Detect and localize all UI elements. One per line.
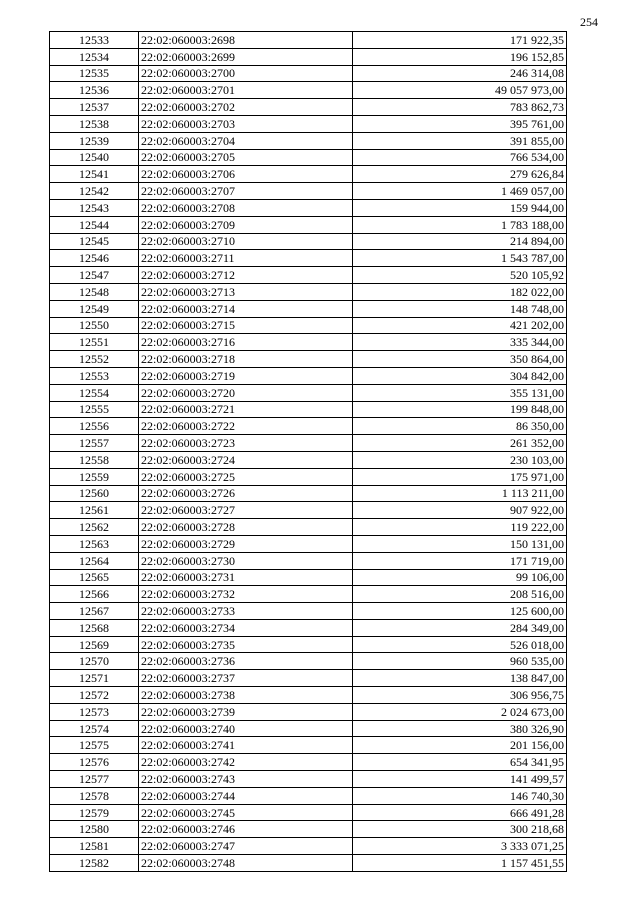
cadastral-value-cell: 306 956,75 — [353, 687, 567, 704]
table-row — [50, 166, 567, 183]
table-row — [50, 82, 567, 99]
row-number-cell: 12572 — [50, 687, 139, 704]
table-row — [50, 132, 567, 149]
table-row — [50, 619, 567, 636]
table-row — [50, 720, 567, 737]
cadastral-number-cell: 22:02:060003:2733 — [139, 603, 353, 620]
table-row — [50, 754, 567, 771]
table-row — [50, 435, 567, 452]
cadastral-value-cell: 1 469 057,00 — [353, 183, 567, 200]
cadastral-value-cell: 666 491,28 — [353, 804, 567, 821]
cadastral-number-cell: 22:02:060003:2703 — [139, 115, 353, 132]
table-row — [50, 199, 567, 216]
cadastral-number-cell: 22:02:060003:2740 — [139, 720, 353, 737]
cadastral-number-cell: 22:02:060003:2712 — [139, 267, 353, 284]
row-number-cell: 12555 — [50, 401, 139, 418]
table-row — [50, 603, 567, 620]
row-number-cell: 12537 — [50, 99, 139, 116]
cadastral-value-cell: 49 057 973,00 — [353, 82, 567, 99]
cadastral-value-cell: 86 350,00 — [353, 418, 567, 435]
cadastral-value-cell: 1 783 188,00 — [353, 216, 567, 233]
cadastral-number-cell: 22:02:060003:2714 — [139, 300, 353, 317]
cadastral-value-cell: 230 103,00 — [353, 451, 567, 468]
cadastral-number-cell: 22:02:060003:2745 — [139, 804, 353, 821]
row-number-cell: 12569 — [50, 636, 139, 653]
table-row — [50, 367, 567, 384]
cadastral-number-cell: 22:02:060003:2711 — [139, 250, 353, 267]
row-number-cell: 12535 — [50, 65, 139, 82]
row-number-cell: 12580 — [50, 821, 139, 838]
table-row — [50, 787, 567, 804]
row-number-cell: 12563 — [50, 535, 139, 552]
row-number-cell: 12548 — [50, 283, 139, 300]
row-number-cell: 12574 — [50, 720, 139, 737]
table-row — [50, 485, 567, 502]
row-number-cell: 12553 — [50, 367, 139, 384]
cadastral-number-cell: 22:02:060003:2706 — [139, 166, 353, 183]
table-row — [50, 418, 567, 435]
cadastral-value-cell: 2 024 673,00 — [353, 703, 567, 720]
cadastral-value-cell: 201 156,00 — [353, 737, 567, 754]
table-row — [50, 250, 567, 267]
cadastral-number-cell: 22:02:060003:2713 — [139, 283, 353, 300]
table-row — [50, 519, 567, 536]
cadastral-value-cell: 300 218,68 — [353, 821, 567, 838]
cadastral-number-cell: 22:02:060003:2720 — [139, 384, 353, 401]
row-number-cell: 12534 — [50, 48, 139, 65]
row-number-cell: 12554 — [50, 384, 139, 401]
table-row — [50, 32, 567, 49]
cadastral-value-cell: 1 543 787,00 — [353, 250, 567, 267]
row-number-cell: 12558 — [50, 451, 139, 468]
cadastral-number-cell: 22:02:060003:2748 — [139, 855, 353, 872]
cadastral-value-cell: 199 848,00 — [353, 401, 567, 418]
cadastral-number-cell: 22:02:060003:2734 — [139, 619, 353, 636]
cadastral-value-cell: 284 349,00 — [353, 619, 567, 636]
row-number-cell: 12565 — [50, 569, 139, 586]
table-body — [50, 32, 567, 872]
table-row — [50, 65, 567, 82]
cadastral-value-cell: 907 922,00 — [353, 502, 567, 519]
table-row — [50, 502, 567, 519]
row-number-cell: 12539 — [50, 132, 139, 149]
row-number-cell: 12546 — [50, 250, 139, 267]
row-number-cell: 12551 — [50, 334, 139, 351]
cadastral-number-cell: 22:02:060003:2732 — [139, 586, 353, 603]
table-row — [50, 535, 567, 552]
cadastral-value-cell: 208 516,00 — [353, 586, 567, 603]
cadastral-value-cell: 380 326,90 — [353, 720, 567, 737]
table-row — [50, 233, 567, 250]
table-row — [50, 267, 567, 284]
row-number-cell: 12577 — [50, 771, 139, 788]
table-row — [50, 855, 567, 872]
cadastral-value-cell: 654 341,95 — [353, 754, 567, 771]
table-row — [50, 636, 567, 653]
table-row — [50, 653, 567, 670]
table-row — [50, 737, 567, 754]
table-row — [50, 771, 567, 788]
cadastral-number-cell: 22:02:060003:2699 — [139, 48, 353, 65]
cadastral-value-cell: 395 761,00 — [353, 115, 567, 132]
cadastral-value-cell: 304 842,00 — [353, 367, 567, 384]
cadastral-number-cell: 22:02:060003:2736 — [139, 653, 353, 670]
cadastral-value-cell: 214 894,00 — [353, 233, 567, 250]
row-number-cell: 12533 — [50, 32, 139, 49]
cadastral-value-cell: 3 333 071,25 — [353, 838, 567, 855]
cadastral-value-cell: 99 106,00 — [353, 569, 567, 586]
cadastral-value-cell: 335 344,00 — [353, 334, 567, 351]
cadastral-number-cell: 22:02:060003:2727 — [139, 502, 353, 519]
cadastral-number-cell: 22:02:060003:2700 — [139, 65, 353, 82]
cadastral-value-cell: 148 748,00 — [353, 300, 567, 317]
cadastral-number-cell: 22:02:060003:2707 — [139, 183, 353, 200]
row-number-cell: 12541 — [50, 166, 139, 183]
row-number-cell: 12552 — [50, 351, 139, 368]
row-number-cell: 12566 — [50, 586, 139, 603]
cadastral-number-cell: 22:02:060003:2730 — [139, 552, 353, 569]
cadastral-value-cell: 171 922,35 — [353, 32, 567, 49]
cadastral-number-cell: 22:02:060003:2715 — [139, 317, 353, 334]
row-number-cell: 12571 — [50, 670, 139, 687]
cadastral-number-cell: 22:02:060003:2719 — [139, 367, 353, 384]
cadastral-value-cell: 119 222,00 — [353, 519, 567, 536]
row-number-cell: 12568 — [50, 619, 139, 636]
row-number-cell: 12543 — [50, 199, 139, 216]
row-number-cell: 12559 — [50, 468, 139, 485]
row-number-cell: 12550 — [50, 317, 139, 334]
cadastral-value-cell: 138 847,00 — [353, 670, 567, 687]
cadastral-value-cell: 175 971,00 — [353, 468, 567, 485]
cadastral-value-cell: 246 314,08 — [353, 65, 567, 82]
cadastral-number-cell: 22:02:060003:2729 — [139, 535, 353, 552]
cadastral-number-cell: 22:02:060003:2723 — [139, 435, 353, 452]
cadastral-value-cell: 261 352,00 — [353, 435, 567, 452]
cadastral-number-cell: 22:02:060003:2722 — [139, 418, 353, 435]
cadastral-value-cell: 171 719,00 — [353, 552, 567, 569]
table-row — [50, 183, 567, 200]
cadastral-value-cell: 1 157 451,55 — [353, 855, 567, 872]
cadastral-value-cell: 350 864,00 — [353, 351, 567, 368]
table-row — [50, 804, 567, 821]
table-row — [50, 351, 567, 368]
cadastral-number-cell: 22:02:060003:2741 — [139, 737, 353, 754]
row-number-cell: 12578 — [50, 787, 139, 804]
row-number-cell: 12562 — [50, 519, 139, 536]
cadastral-value-cell: 1 113 211,00 — [353, 485, 567, 502]
cadastral-value-cell: 526 018,00 — [353, 636, 567, 653]
cadastral-number-cell: 22:02:060003:2704 — [139, 132, 353, 149]
cadastral-number-cell: 22:02:060003:2702 — [139, 99, 353, 116]
cadastral-number-cell: 22:02:060003:2721 — [139, 401, 353, 418]
cadastral-number-cell: 22:02:060003:2710 — [139, 233, 353, 250]
row-number-cell: 12547 — [50, 267, 139, 284]
row-number-cell: 12573 — [50, 703, 139, 720]
row-number-cell: 12567 — [50, 603, 139, 620]
table-row — [50, 283, 567, 300]
cadastral-number-cell: 22:02:060003:2743 — [139, 771, 353, 788]
cadastral-value-table — [49, 31, 567, 872]
cadastral-value-cell: 196 152,85 — [353, 48, 567, 65]
cadastral-number-cell: 22:02:060003:2744 — [139, 787, 353, 804]
cadastral-number-cell: 22:02:060003:2716 — [139, 334, 353, 351]
row-number-cell: 12549 — [50, 300, 139, 317]
table-row — [50, 821, 567, 838]
table-row — [50, 300, 567, 317]
cadastral-value-cell: 146 740,30 — [353, 787, 567, 804]
row-number-cell: 12564 — [50, 552, 139, 569]
cadastral-number-cell: 22:02:060003:2718 — [139, 351, 353, 368]
table-row — [50, 468, 567, 485]
cadastral-value-cell: 150 131,00 — [353, 535, 567, 552]
cadastral-value-cell: 391 855,00 — [353, 132, 567, 149]
cadastral-number-cell: 22:02:060003:2701 — [139, 82, 353, 99]
row-number-cell: 12540 — [50, 149, 139, 166]
table-row — [50, 115, 567, 132]
table-row — [50, 99, 567, 116]
cadastral-number-cell: 22:02:060003:2698 — [139, 32, 353, 49]
row-number-cell: 12576 — [50, 754, 139, 771]
cadastral-value-cell: 520 105,92 — [353, 267, 567, 284]
cadastral-value-cell: 355 131,00 — [353, 384, 567, 401]
row-number-cell: 12545 — [50, 233, 139, 250]
row-number-cell: 12575 — [50, 737, 139, 754]
cadastral-value-cell: 182 022,00 — [353, 283, 567, 300]
cadastral-value-cell: 783 862,73 — [353, 99, 567, 116]
row-number-cell: 12581 — [50, 838, 139, 855]
cadastral-value-cell: 421 202,00 — [353, 317, 567, 334]
cadastral-number-cell: 22:02:060003:2742 — [139, 754, 353, 771]
row-number-cell: 12582 — [50, 855, 139, 872]
table-row — [50, 687, 567, 704]
row-number-cell: 12542 — [50, 183, 139, 200]
cadastral-number-cell: 22:02:060003:2731 — [139, 569, 353, 586]
table-row — [50, 552, 567, 569]
cadastral-number-cell: 22:02:060003:2735 — [139, 636, 353, 653]
row-number-cell: 12536 — [50, 82, 139, 99]
row-number-cell: 12561 — [50, 502, 139, 519]
table-row — [50, 317, 567, 334]
table-row — [50, 149, 567, 166]
row-number-cell: 12570 — [50, 653, 139, 670]
cadastral-number-cell: 22:02:060003:2725 — [139, 468, 353, 485]
row-number-cell: 12579 — [50, 804, 139, 821]
table-row — [50, 838, 567, 855]
table-row — [50, 384, 567, 401]
cadastral-number-cell: 22:02:060003:2708 — [139, 199, 353, 216]
table-row — [50, 670, 567, 687]
row-number-cell: 12560 — [50, 485, 139, 502]
cadastral-number-cell: 22:02:060003:2738 — [139, 687, 353, 704]
cadastral-number-cell: 22:02:060003:2739 — [139, 703, 353, 720]
table-row — [50, 703, 567, 720]
page-number: 254 — [580, 15, 598, 29]
cadastral-value-cell: 766 534,00 — [353, 149, 567, 166]
cadastral-value-cell: 960 535,00 — [353, 653, 567, 670]
cadastral-number-cell: 22:02:060003:2709 — [139, 216, 353, 233]
cadastral-value-cell: 125 600,00 — [353, 603, 567, 620]
cadastral-number-cell: 22:02:060003:2747 — [139, 838, 353, 855]
cadastral-value-cell: 279 626,84 — [353, 166, 567, 183]
cadastral-value-cell: 141 499,57 — [353, 771, 567, 788]
cadastral-number-cell: 22:02:060003:2705 — [139, 149, 353, 166]
row-number-cell: 12556 — [50, 418, 139, 435]
cadastral-number-cell: 22:02:060003:2737 — [139, 670, 353, 687]
table-row — [50, 586, 567, 603]
table-row — [50, 451, 567, 468]
table-row — [50, 48, 567, 65]
row-number-cell: 12538 — [50, 115, 139, 132]
table-row — [50, 569, 567, 586]
row-number-cell: 12544 — [50, 216, 139, 233]
table-row — [50, 401, 567, 418]
cadastral-number-cell: 22:02:060003:2724 — [139, 451, 353, 468]
cadastral-number-cell: 22:02:060003:2728 — [139, 519, 353, 536]
cadastral-value-cell: 159 944,00 — [353, 199, 567, 216]
row-number-cell: 12557 — [50, 435, 139, 452]
table-row — [50, 334, 567, 351]
cadastral-number-cell: 22:02:060003:2726 — [139, 485, 353, 502]
table-row — [50, 216, 567, 233]
cadastral-number-cell: 22:02:060003:2746 — [139, 821, 353, 838]
